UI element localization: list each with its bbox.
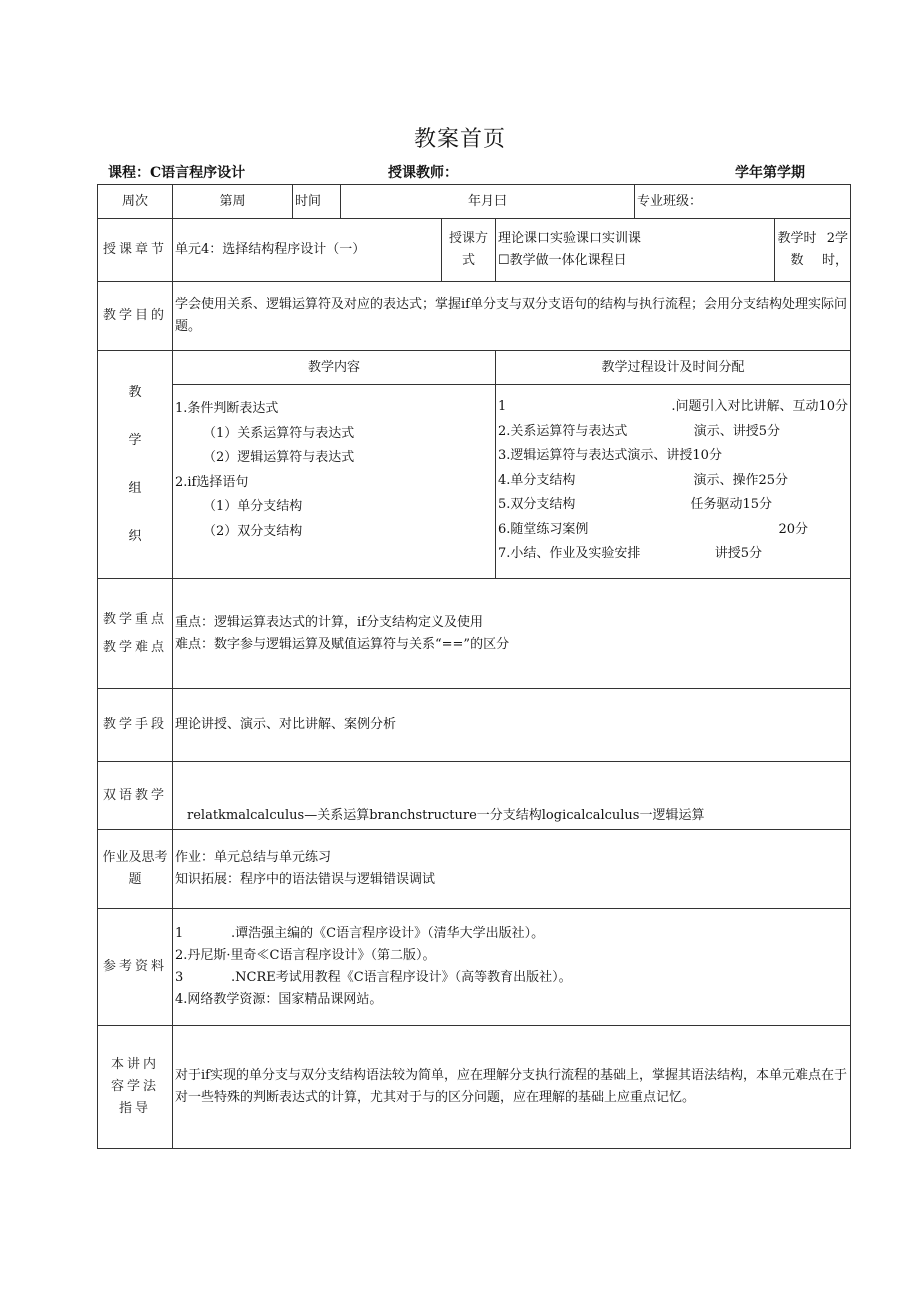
process-step: 1 .问题引入对比讲解、互动10分 (498, 399, 849, 414)
content-list (173, 385, 496, 579)
bilingual-label: 双语教学 (98, 762, 173, 830)
row-homework (98, 830, 851, 909)
means-label: 教学手段 (98, 689, 173, 762)
method-value (496, 219, 775, 282)
time-value: 年月曰 (341, 185, 635, 219)
content-line-1: 1.条件判断表达式 (175, 401, 279, 416)
week-label: 周次 (98, 185, 173, 219)
method-label: 授课方式 (442, 219, 496, 282)
keypoints-label (98, 579, 173, 689)
row-week-time (98, 185, 851, 219)
process-step: 4.单分支结构 演示、操作25分 (498, 472, 789, 488)
page-title: 教案首页 (413, 127, 506, 152)
org-char-4: 织 (128, 528, 142, 544)
references-list (173, 909, 851, 1026)
hours-cell (775, 219, 851, 282)
org-char-3: 组 (128, 480, 142, 496)
row-chapter (98, 219, 851, 282)
class-label: 专业班级： (635, 185, 851, 219)
row-bilingual (98, 762, 851, 830)
guidance-label: 本讲内容学法指导 (98, 1026, 173, 1149)
reference-item: 2.丹尼斯·里奇≪C语言程序设计》（第二版）。 (175, 948, 436, 963)
means-text: 理论讲授、演示、对比讲解、案例分析 (173, 689, 851, 762)
reference-item: 1 .谭浩强主编的《C语言程序设计》（清华大学出版社）。 (175, 926, 545, 941)
reference-item: 3 .NCRE考试用教程《C语言程序设计》（高等教育出版社）。 (175, 970, 572, 985)
chapter-value: 单元4：选择结构程序设计（一） (173, 219, 442, 282)
row-objectives (98, 282, 851, 351)
hours-label: 教学时数 (777, 231, 817, 268)
row-references (98, 909, 851, 1026)
org-char-1: 教 (128, 384, 142, 400)
homework-label: 作业及思考题 (98, 830, 173, 909)
week-value: 第周 (173, 185, 293, 219)
process-step: 6.随堂练习案例 20分 (498, 521, 809, 537)
org-char-2: 学 (128, 432, 142, 448)
objectives-text: 学会使用关系、逻辑运算符及对应的表达式；掌握if单分支与双分支语句的结构与执行流程；会用分支结构处理实际问题。 (173, 282, 851, 351)
homework-line-2: 知识拓展：程序中的语法错误与逻辑错误调试 (175, 872, 436, 887)
hard-label: 教学难点 (102, 639, 167, 655)
bilingual-text: relatkmalcalculus—关系运算branchstructure一分支结构logicalcalculus一逻辑运算 (173, 762, 851, 830)
chapter-label: 授课章节 (98, 219, 173, 282)
method-line-2: ☐教学做一体化课程日 (498, 253, 627, 268)
process-step: 3.逻辑运算符与表达式演示、讲授10分 (498, 448, 722, 463)
process-list (496, 385, 851, 579)
term-label: 学年第学期 (735, 165, 805, 181)
reference-item: 4.网络教学资源：国家精品课网站。 (175, 992, 383, 1007)
hard-text: 难点：数字参与逻辑运算及赋值运算符与关系“==”的区分 (175, 636, 510, 652)
organization-label (98, 351, 173, 579)
process-step: 2.关系运算符与表达式 演示、讲授5分 (498, 423, 781, 439)
homework-text (173, 830, 851, 909)
homework-line-1: 作业：单元总结与单元练习 (175, 850, 332, 865)
content-header: 教学内容 (173, 351, 496, 385)
references-label: 参考资料 (98, 909, 173, 1026)
key-label: 教学重点 (102, 611, 167, 627)
content-line-2: （1）关系运算符与表达式 (203, 425, 355, 441)
method-line-1: 理论课口实验课口实训课 (498, 231, 642, 246)
course-name: 课程：C语言程序设计 (108, 165, 246, 181)
teacher-label: 授课教师： (388, 165, 458, 181)
process-step: 7.小结、作业及实验安排 讲授5分 (498, 546, 763, 561)
content-line-4: 2.if选择语句 (175, 474, 249, 490)
objectives-label: 教学目的 (98, 282, 173, 351)
guidance-text: 对于if实现的单分支与双分支结构语法较为简单，应在理解分支执行流程的基础上，掌握其语法结构，本单元难点在于对一些特殊的判断表达式的计算，尤其对于与的区分问题，应在理解的基础上应重点记忆。 (173, 1026, 851, 1149)
content-line-3: （2）逻辑运算符与表达式 (203, 450, 355, 465)
row-guidance (98, 1026, 851, 1149)
row-organization-header (98, 351, 851, 385)
content-line-6: （2）双分支结构 (203, 523, 303, 539)
row-keypoints (98, 579, 851, 689)
process-header: 教学过程设计及时间分配 (496, 351, 851, 385)
process-step: 5.双分支结构 任务驱动15分 (498, 497, 773, 512)
lesson-plan-table (97, 184, 851, 1149)
row-organization-body (98, 385, 851, 579)
time-label: 时间 (293, 185, 341, 219)
hours-value: 2学时， (822, 231, 849, 268)
keypoints-text (173, 579, 851, 689)
content-line-5: （1）单分支结构 (203, 499, 303, 514)
row-means (98, 689, 851, 762)
key-text: 重点：逻辑运算表达式的计算，if分支结构定义及使用 (175, 614, 483, 630)
